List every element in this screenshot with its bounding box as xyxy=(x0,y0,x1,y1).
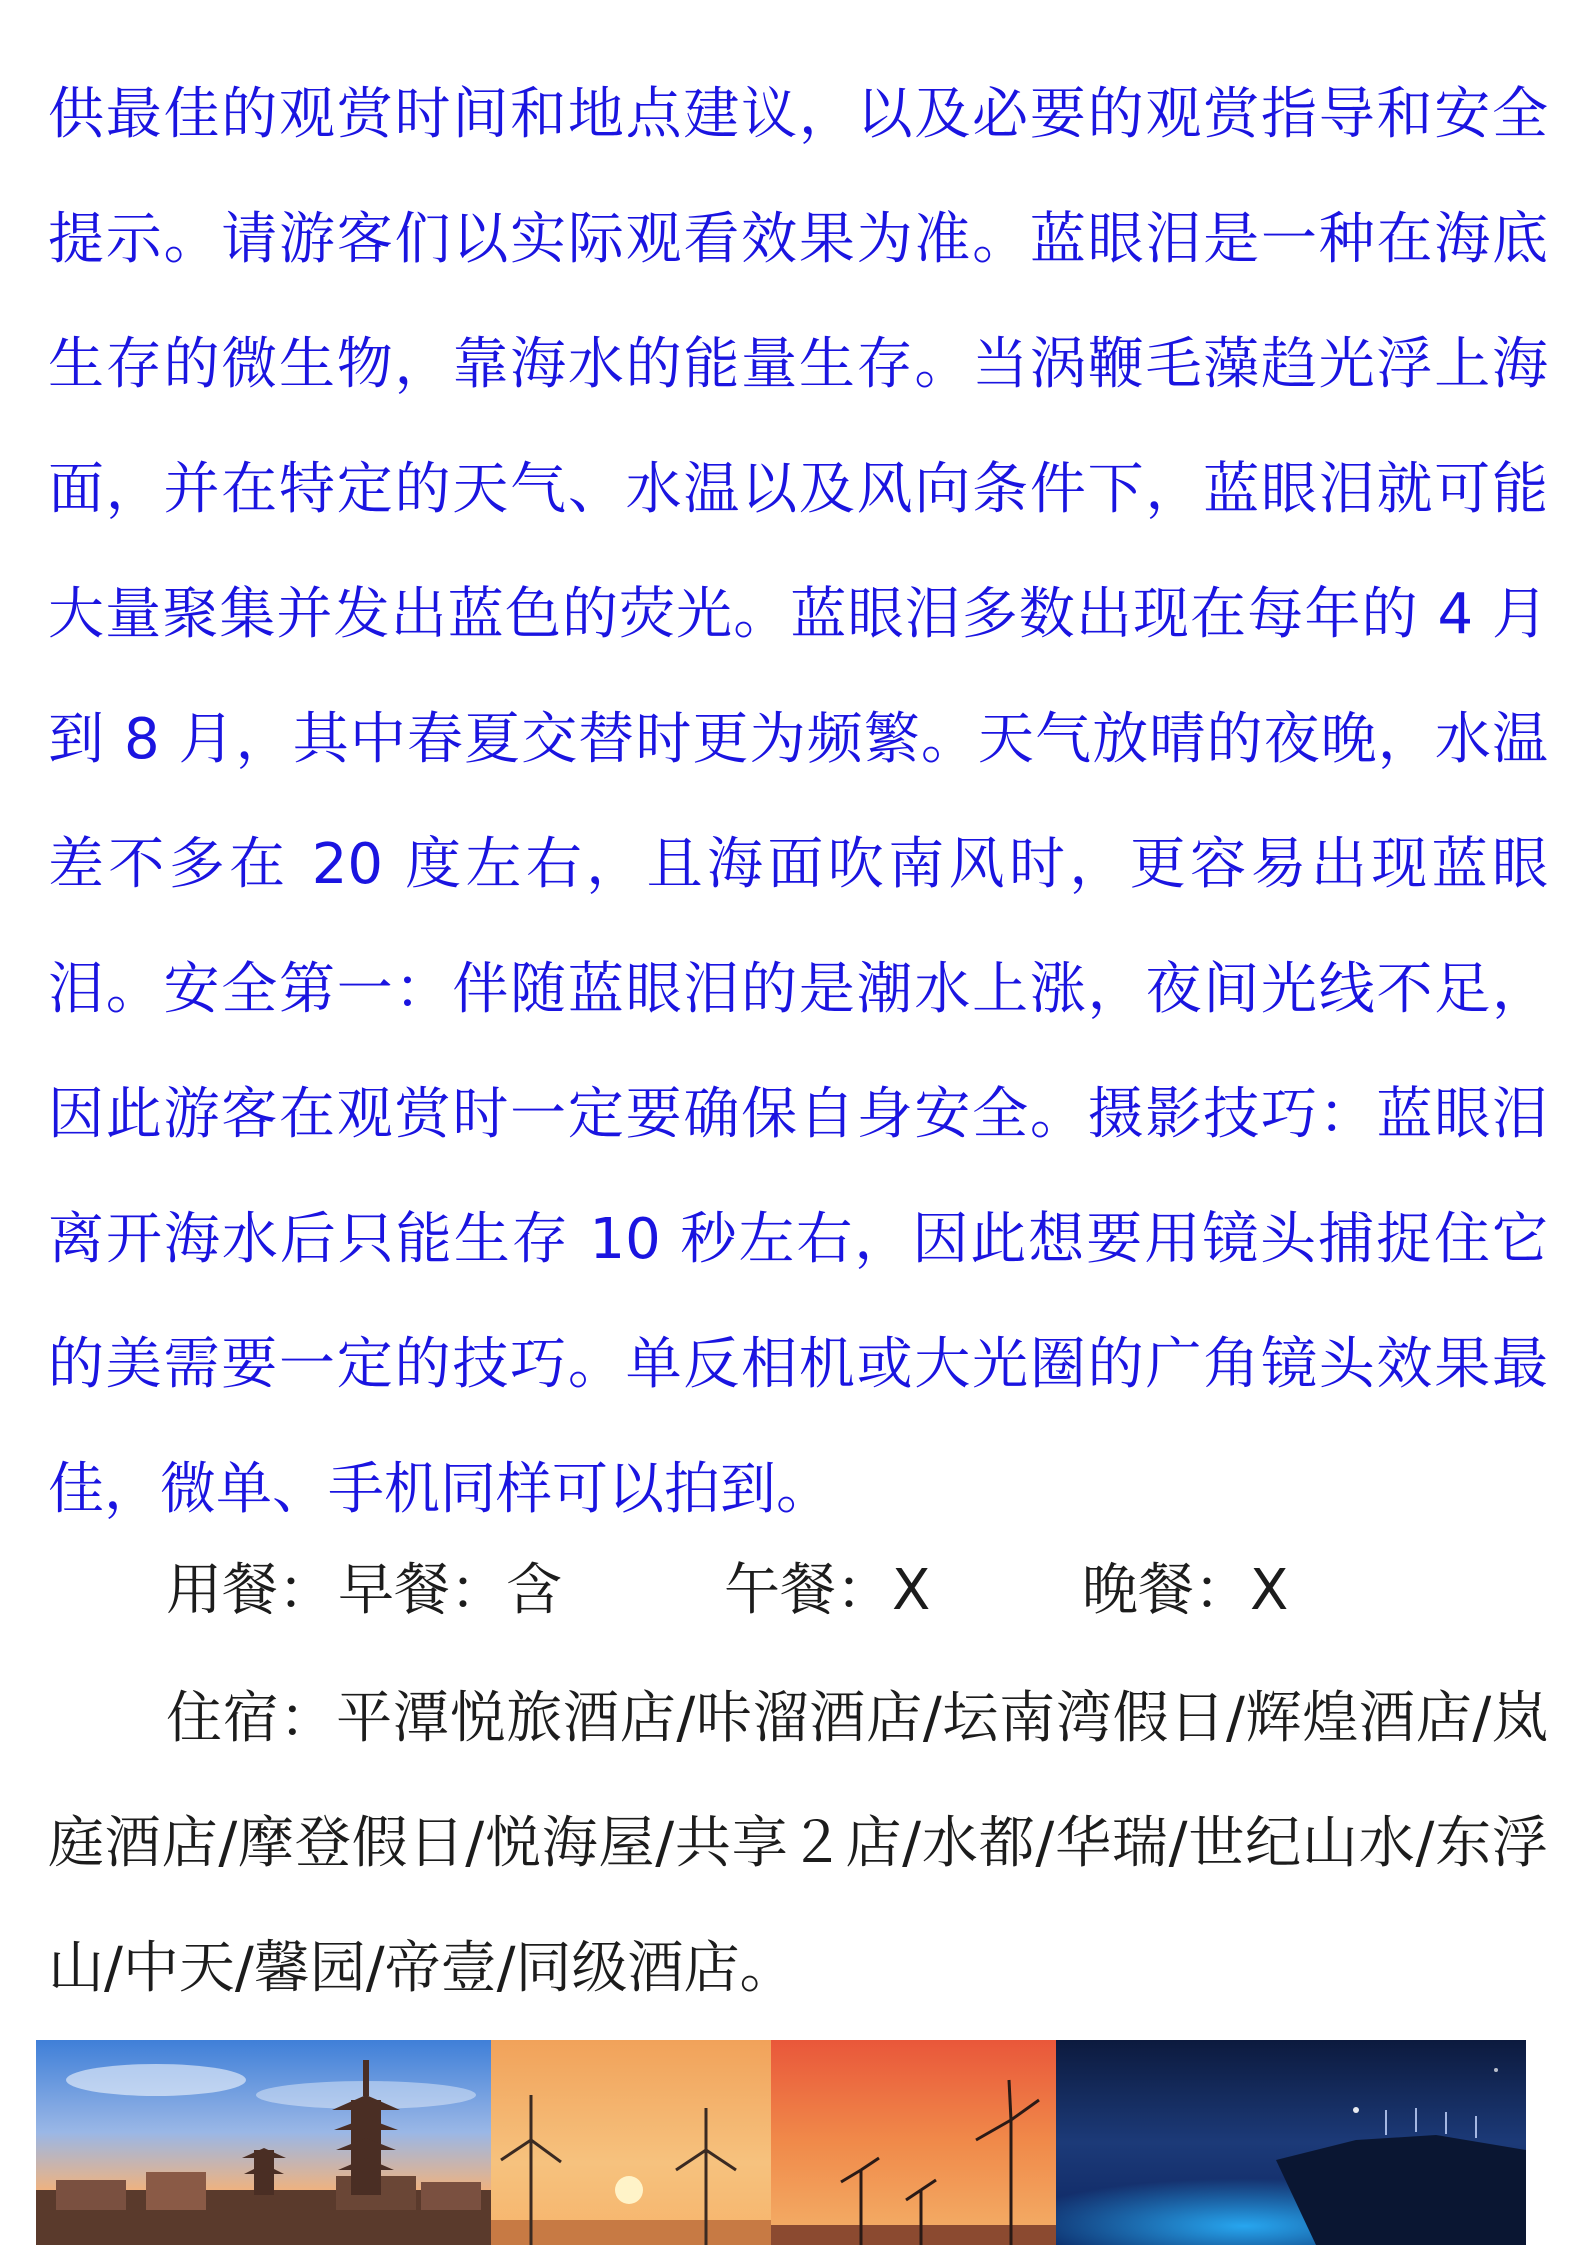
dinner-info: 晚餐：X xyxy=(1082,1558,1289,1623)
meals-label: 用餐： xyxy=(166,1558,334,1623)
breakfast-info: 早餐：含 xyxy=(338,1558,562,1623)
photo-strip xyxy=(36,2040,1526,2245)
photo-wind-farm-dusk xyxy=(771,2040,1056,2245)
blue-tears-paragraph: 供最佳的观赏时间和地点建议，以及必要的观赏指导和安全提示。请游客们以实际观看效果为准。蓝眼泪是一种在海底生存的微生物，靠海水的能量生存。当涡鞭毛藻趋光浮上海面，并在特定的天气、水温以及风向条件下，蓝眼泪就可能大量聚集并发出蓝色的荧光。蓝眼泪多数出现在每年的 4 月到 8 月，其中春夏交替时更为频繁。天气放晴的夜晚，水温差不多在 20 度左右，且海面吹南风时，更容易出现蓝眼泪。安全第一：伴随蓝眼泪的是潮水上涨，夜间光线不足，因此游客在观赏时一定要确保自身安全。摄影技巧：蓝眼泪离开海水后只能生存 10 秒左右，因此想要用镜头捕捉住它的美需要一定的技巧。单反相机或大光圈的广角镜头效果最佳，微单、手机同样可以拍到。 xyxy=(48,82,1548,1522)
photo-pagoda-town xyxy=(36,2040,491,2245)
meals-line xyxy=(0,1536,1587,1646)
photo-wind-turbine-sunset xyxy=(491,2040,771,2245)
lunch-info: 午餐：X xyxy=(724,1558,931,1623)
lodging-paragraph: 住宿：平潭悦旅酒店/咔溜酒店/坛南湾假日/辉煌酒店/岚庭酒店/摩登假日/悦海屋/共享２店/水都/华瑞/世纪山水/东浮山/中天/馨园/帝壹/同级酒店。 xyxy=(48,1686,1549,2001)
photo-blue-tears-night xyxy=(1056,2040,1526,2245)
